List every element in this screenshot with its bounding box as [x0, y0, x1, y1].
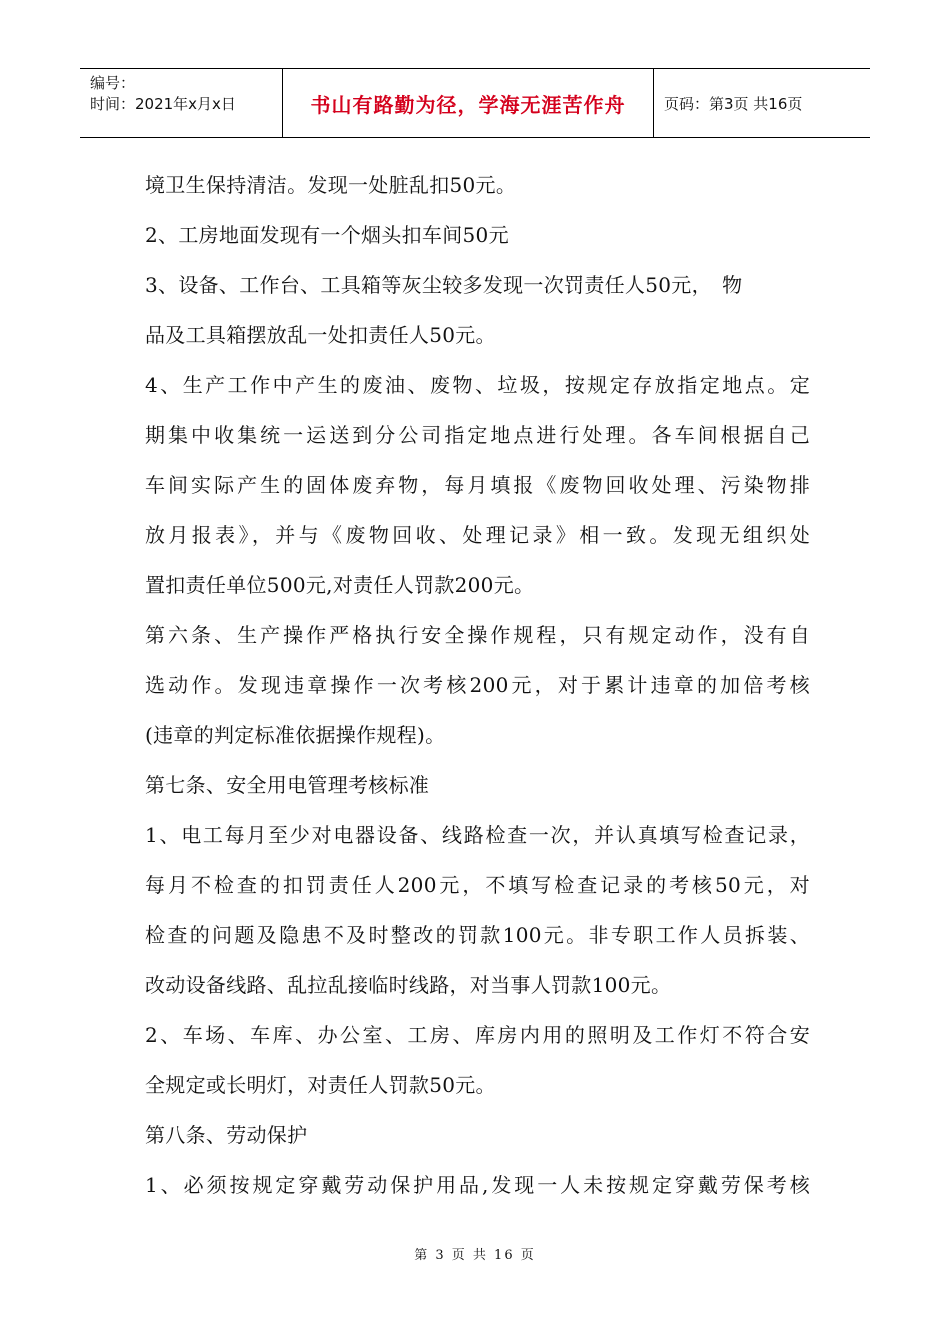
page-header	[80, 68, 870, 138]
body-line: 4、生产工作中产生的废油、废物、垃圾，按规定存放指定地点。定	[145, 373, 810, 397]
body-line: 改动设备线路、乱拉乱接临时线路，对当事人罚款100元。	[145, 973, 672, 997]
header-left-cell	[80, 69, 283, 137]
body-line: 检查的问题及隐患不及时整改的罚款100元。非专职工作人员拆装、	[145, 923, 810, 947]
header-page-info: 页码：第3页 共16页	[664, 94, 803, 113]
page-footer: 第 3 页 共 16 页	[414, 1248, 536, 1263]
body-line: 第六条、生产操作严格执行安全操作规程，只有规定动作，没有自	[145, 623, 810, 647]
body-line: (违章的判定标准依据操作规程)。	[145, 723, 446, 747]
body-line: 选动作。发现违章操作一次考核200元，对于累计违章的加倍考核	[145, 673, 810, 697]
document-time-label: 时间：2021年x月x日	[90, 95, 236, 113]
body-line: 1、电工每月至少对电器设备、线路检查一次，并认真填写检查记录，	[145, 823, 810, 847]
body-line: 置扣责任单位500元,对责任人罚款200元。	[145, 573, 535, 597]
header-motto: 书山有路勤为径，学海无涯苦作舟	[283, 69, 654, 137]
body-line: 1、必须按规定穿戴劳动保护用品,发现一人未按规定穿戴劳保考核	[145, 1173, 810, 1197]
section-heading: 第八条、劳动保护	[145, 1123, 308, 1147]
document-body	[145, 160, 810, 1210]
body-line: 2、车场、车库、办公室、工房、库房内用的照明及工作灯不符合安	[145, 1023, 810, 1047]
document-number-label: 编号：	[90, 74, 136, 92]
body-line: 境卫生保持清洁。发现一处脏乱扣50元。	[145, 173, 517, 197]
body-line: 期集中收集统一运送到分公司指定地点进行处理。各车间根据自己	[145, 423, 810, 447]
body-line: 车间实际产生的固体废弃物，每月填报《废物回收处理、污染物排	[145, 473, 810, 497]
body-line: 2、工房地面发现有一个烟头扣车间50元	[145, 223, 509, 247]
section-heading: 第七条、安全用电管理考核标准	[145, 773, 430, 797]
body-line: 品及工具箱摆放乱一处扣责任人50元。	[145, 323, 496, 347]
body-line: 每月不检查的扣罚责任人200元，不填写检查记录的考核50元，对	[145, 873, 810, 897]
body-line: 全规定或长明灯，对责任人罚款50元。	[145, 1073, 496, 1097]
body-line: 放月报表》，并与《废物回收、处理记录》相一致。发现无组织处	[145, 523, 810, 547]
body-line: 3、设备、工作台、工具箱等灰尘较多发现一次罚责任人50元， 物	[145, 273, 743, 297]
